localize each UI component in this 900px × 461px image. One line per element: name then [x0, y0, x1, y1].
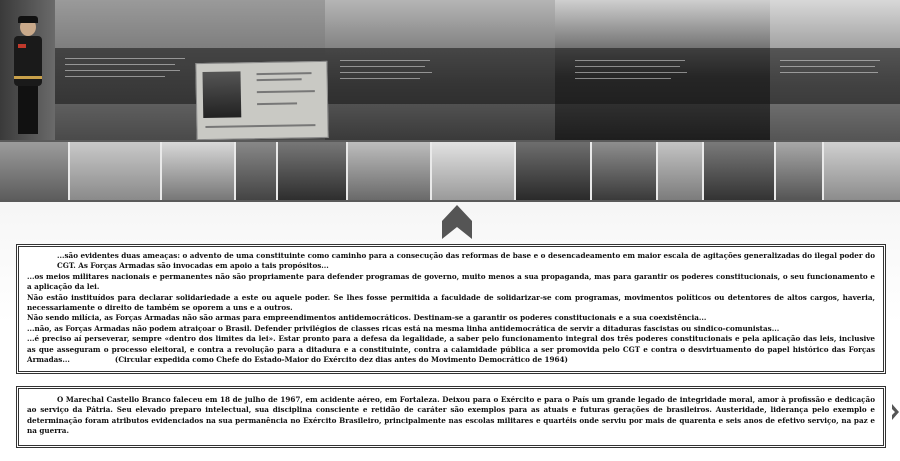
- filmstrip-photo: [704, 142, 776, 200]
- quote-paragraph-text: ...é preciso aí perseverar, sempre «dentro dos limites da lei». Estar pronto para a defesa da legalidade, a saber pelo funcionamento integral dos três poderes constitucionais e pela aplicação das leis, inclusive as que asseguram o processo eleitoral, e contra a revolução para a ditadura e a constituinte, contra a calamidade pública a ser promovida pelo CGT e contra o desvirtuamento do papel histórico das Forças Armadas...: [27, 334, 875, 365]
- filmstrip-photo: [658, 142, 704, 200]
- filmstrip-photo: [432, 142, 516, 200]
- photo-filmstrip: [0, 140, 900, 202]
- filmstrip-photo: [162, 142, 236, 200]
- uniformed-officer-figure: [8, 18, 48, 136]
- id-document-photo: [195, 61, 328, 140]
- quote-paragraph: [27, 334, 875, 365]
- filmstrip-photo: [824, 142, 900, 200]
- quote-paragraph: Não sendo milícia, as Forças Armadas não são armas para empreendimentos antidemocráticos. Destinam-se a garantir os poderes constitucionais e a sua coexistência...: [27, 313, 707, 323]
- photo-banner: [0, 0, 900, 140]
- biography-paragraph: O Marechal Castello Branco faleceu em 18 de julho de 1967, em acidente aéreo, em Fortaleza. Deixou para o Exército e para o País um grande legado de integridade moral, amor à profissão e dedicação ao serviço da Pátria. Seu elevado preparo intelectual, sua disciplina consciente e retidão de caráter são exemplos para as atuais e futuras gerações de brasileiros. Austeridade, liderança pelo exemplo e determinação foram atributos evidenciados na sua permanência no Exército Brasileiro, principalmente nas escolas militares e quartéis onde serviu por mais de quarenta e seis anos de efetivo serviço, na paz e na guerra.: [27, 395, 875, 436]
- filmstrip-photo: [70, 142, 162, 200]
- quote-paragraph: ...não, as Forças Armadas não podem atraiçoar o Brasil. Defender privilégios de classes ricas está na mesma linha antidemocrática de servir a ditaduras fascistas ou sindico-comunistas...: [27, 323, 780, 333]
- filmstrip-photo: [516, 142, 592, 200]
- chevron-right-icon: [891, 403, 900, 421]
- filmstrip-photo: [348, 142, 432, 200]
- filmstrip-photo: [236, 142, 278, 200]
- quote-text-box: [16, 244, 886, 374]
- quote-citation: (Circular expedida como Chefe do Estado-Maior do Exército dez dias antes do Movimento Democrático de 1964): [114, 355, 568, 365]
- chevron-up-icon: [440, 203, 474, 241]
- filmstrip-photo: [776, 142, 824, 200]
- quote-paragraph: Não estão instituídos para declarar solidariedade a este ou aquele poder. Se lhes fosse permitida a faculdade de solidarizar-se com programas, movimentos políticos ou detentores de altos cargos, haveria, necessariamente o direito de também se oporem a uns e a outros.: [27, 292, 875, 313]
- filmstrip-photo: [592, 142, 658, 200]
- filmstrip-photo: [278, 142, 348, 200]
- banner-caption-band: [55, 48, 900, 104]
- quote-paragraph: ...são evidentes duas ameaças: o advento de uma constituinte como caminho para a consecução das reformas de base e o desencadeamento em maior escala de agitações generalizadas do ilegal poder do CGT. As Forças Armadas são invocadas em apoio a tais propósitos...: [57, 251, 875, 271]
- quote-paragraph: ...os meios militares nacionais e permanentes não são propriamente para defender programas de governo, muito menos a sua propaganda, mas para garantir os poderes constitucionais, o seu funcionamento e a aplicação da lei.: [27, 271, 875, 292]
- filmstrip-photo: [0, 142, 70, 200]
- scroll-up-button[interactable]: [440, 203, 474, 241]
- next-page-button[interactable]: [891, 403, 900, 421]
- biography-text-box: [16, 386, 886, 448]
